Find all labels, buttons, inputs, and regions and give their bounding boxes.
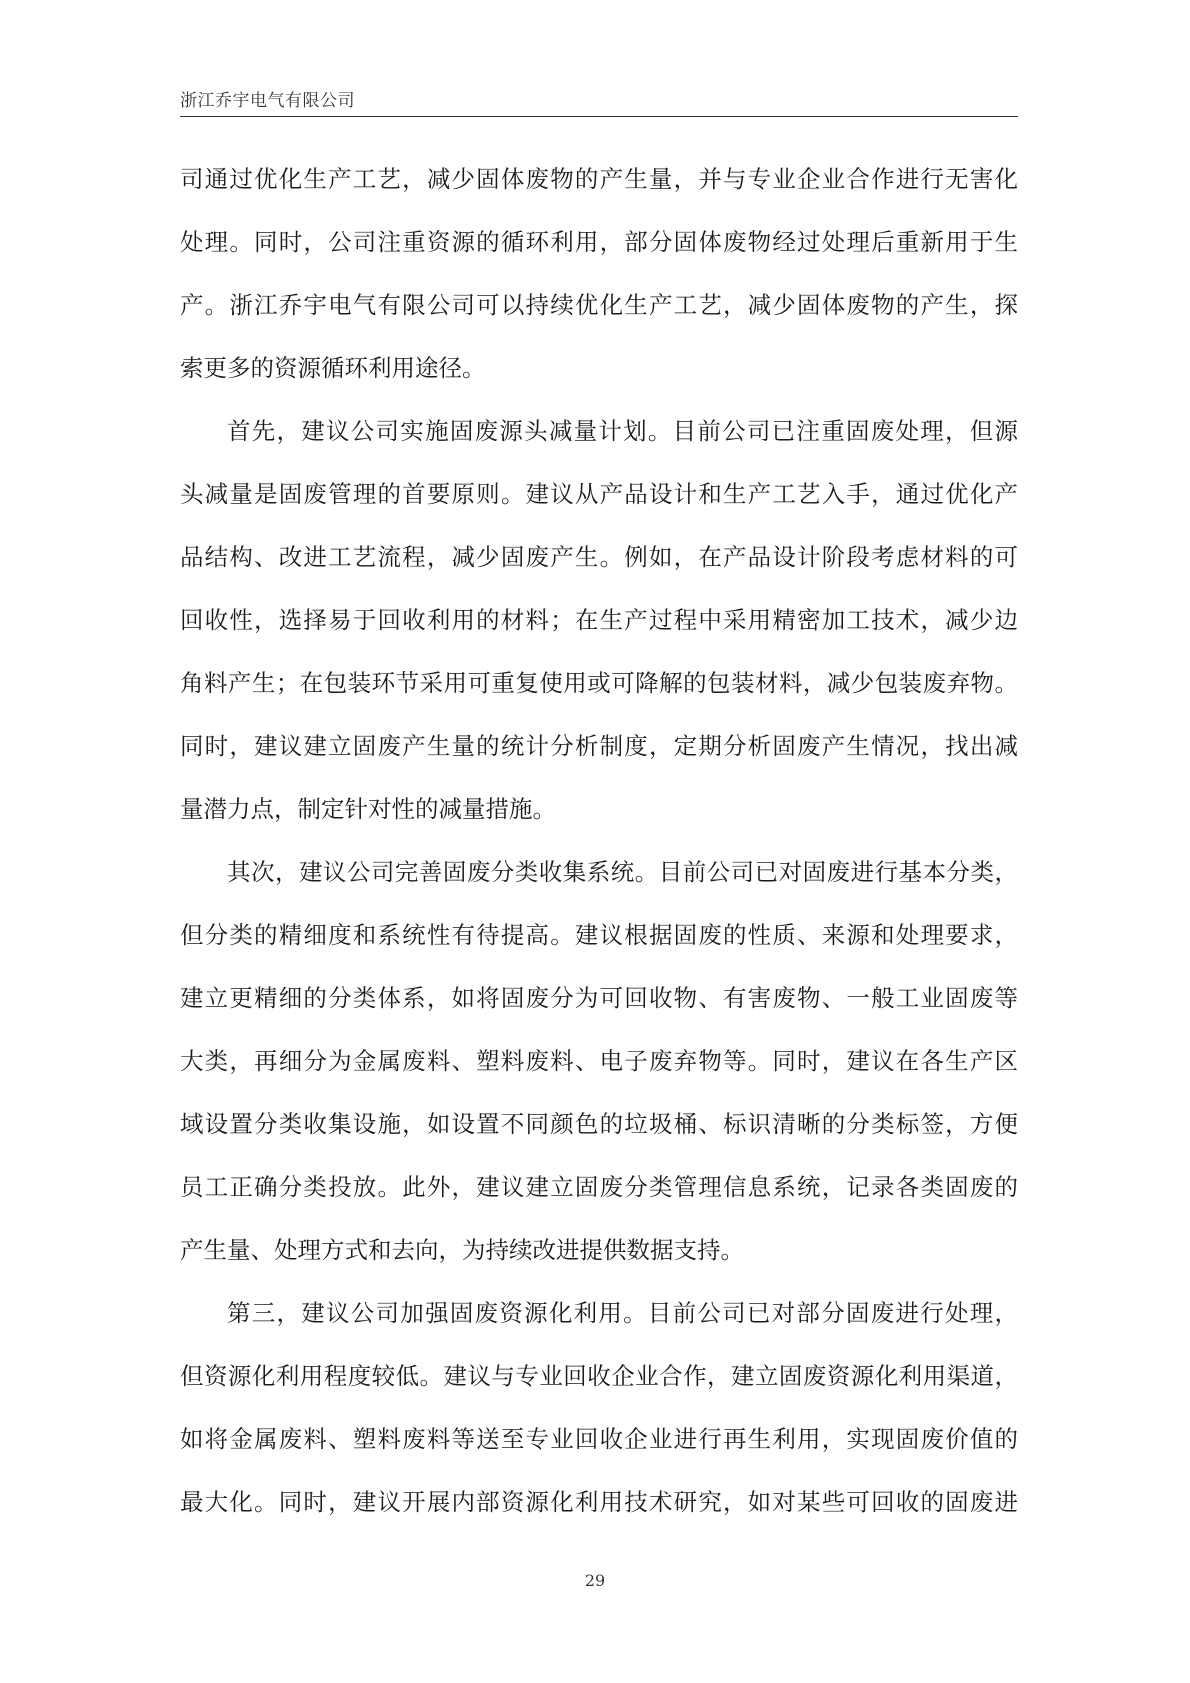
text-line: 建立更精细的分类体系，如将固废分为可回收物、有害废物、一般工业固废等: [180, 984, 1018, 1012]
text-line: 量潜力点，制定针对性的减量措施。: [180, 795, 556, 823]
text-line: 索更多的资源循环利用途径。: [180, 354, 486, 382]
text-line: 域设置分类收集设施，如设置不同颜色的垃圾桶、标识清晰的分类标签，方便: [180, 1110, 1018, 1138]
text-line: 处理。同时，公司注重资源的循环利用，部分固体废物经过处理后重新用于生: [180, 228, 1018, 256]
text-line: 角料产生；在包装环节采用可重复使用或可降解的包装材料，减少包装废弃物。: [180, 669, 1018, 697]
text-line: 最大化。同时，建议开展内部资源化利用技术研究，如对某些可回收的固废进: [180, 1488, 1018, 1516]
page-number: 29: [584, 1571, 606, 1590]
text-line: 员工正确分类投放。此外，建议建立固废分类管理信息系统，记录各类固废的: [180, 1173, 1018, 1201]
running-header-company: 浙江乔宇电气有限公司: [180, 91, 355, 111]
text-line: 其次，建议公司完善固废分类收集系统。目前公司已对固废进行基本分类，: [227, 858, 1018, 886]
text-line: 如将金属废料、塑料废料等送至专业回收企业进行再生利用，实现固废价值的: [180, 1425, 1018, 1453]
text-line: 但分类的精细度和系统性有待提高。建议根据固废的性质、来源和处理要求，: [180, 921, 1018, 949]
document-body: [180, 148, 1018, 1534]
text-line: 回收性，选择易于回收利用的材料；在生产过程中采用精密加工技术，减少边: [180, 606, 1018, 634]
text-line: 但资源化利用程度较低。建议与专业回收企业合作，建立固废资源化利用渠道，: [180, 1362, 1018, 1390]
text-line: 第三，建议公司加强固废资源化利用。目前公司已对部分固废进行处理，: [227, 1299, 1018, 1327]
text-line: 产。浙江乔宇电气有限公司可以持续优化生产工艺，减少固体废物的产生，探: [180, 291, 1018, 319]
text-line: 头减量是固废管理的首要原则。建议从产品设计和生产工艺入手，通过优化产: [180, 480, 1018, 508]
text-line: 司通过优化生产工艺，减少固体废物的产生量，并与专业企业合作进行无害化: [180, 165, 1018, 193]
text-line: 同时，建议建立固废产生量的统计分析制度，定期分析固废产生情况，找出减: [180, 732, 1018, 760]
text-line: 品结构、改进工艺流程，减少固废产生。例如，在产品设计阶段考虑材料的可: [180, 543, 1018, 571]
text-line: 首先，建议公司实施固废源头减量计划。目前公司已注重固废处理，但源: [227, 417, 1018, 445]
text-line: 大类，再细分为金属废料、塑料废料、电子废弃物等。同时，建议在各生产区: [180, 1047, 1018, 1075]
text-line: 产生量、处理方式和去向，为持续改进提供数据支持。: [180, 1236, 744, 1264]
header-divider: [180, 116, 1018, 117]
